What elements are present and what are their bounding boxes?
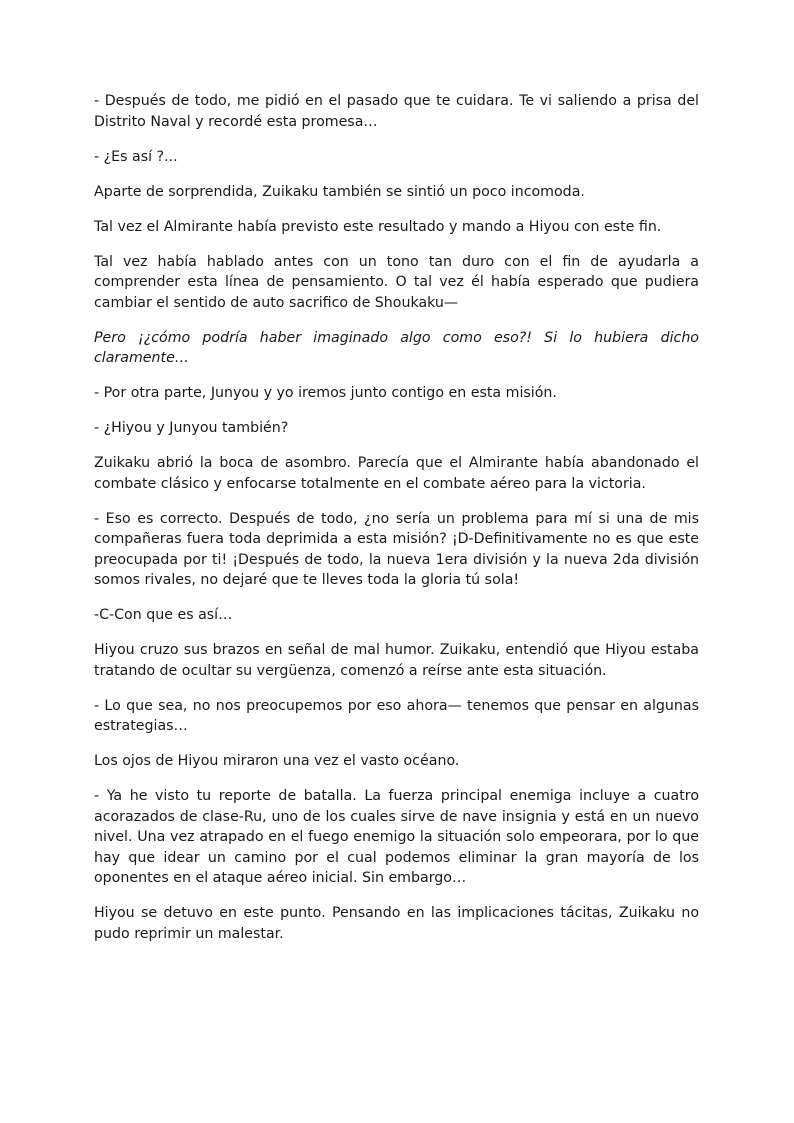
paragraph-9: Zuikaku abrió la boca de asombro. Parecía que el Almirante había abandonado el combate clásico y enfocarse totalmente en el combate aéreo para la victoria. xyxy=(94,455,699,492)
paragraph-10: - Eso es correcto. Después de todo, ¿no sería un problema para mí si una de mis compañeras fuera toda deprimida a esta misión? ¡D-Definitivamente no es que este preocupada por ti! ¡Después de todo, la nueva 1era división y la nueva 2da división somos rivales, no dejaré que te lleves toda la gloria tú sola! xyxy=(94,510,699,588)
paragraph-3: Aparte de sorprendida, Zuikaku también se sintió un poco incomoda. xyxy=(94,183,585,200)
paragraph-14: Los ojos de Hiyou miraron una vez el vasto océano. xyxy=(94,753,460,769)
document-body xyxy=(94,91,699,959)
paragraph-6: Pero ¡¿cómo podría haber imaginado algo como eso?! Si lo hubiera dicho claramente… xyxy=(94,329,699,366)
paragraph-7: - Por otra parte, Junyou y yo iremos junto contigo en esta misión. xyxy=(94,385,557,401)
paragraph-1: - Después de todo, me pidió en el pasado que te cuidara. Te vi saliendo a prisa del Distrito Naval y recordé esta promesa… xyxy=(94,93,699,130)
paragraph-15: - Ya he visto tu reporte de batalla. La fuerza principal enemiga incluye a cuatro acorazados de clase-Ru, uno de los cuales sirve de nave insignia y está en un nuevo nivel. Una vez atrapado en el fuego enemigo la situación solo empeorara, por lo que hay que idear un camino por el cual podemos eliminar la gran mayoría de los oponentes en el ataque aéreo inicial. Sin embargo… xyxy=(94,788,699,886)
paragraph-4: Tal vez el Almirante había previsto este resultado y mando a Hiyou con este fin. xyxy=(94,218,662,235)
paragraph-16: Hiyou se detuvo en este punto. Pensando en las implicaciones tácitas, Zuikaku no pudo reprimir un malestar. xyxy=(94,905,699,942)
paragraph-2: - ¿Es así ?... xyxy=(94,148,178,165)
paragraph-8: - ¿Hiyou y Junyou también? xyxy=(94,420,289,436)
paragraph-11: -C-Con que es así… xyxy=(94,607,233,623)
paragraph-5: Tal vez había hablado antes con un tono tan duro con el fin de ayudarla a comprender esta línea de pensamiento. O tal vez él había esperado que pudiera cambiar el sentido de auto sacrifico de Shoukaku— xyxy=(94,253,699,311)
paragraph-13: - Lo que sea, no nos preocupemos por eso ahora— tenemos que pensar en algunas estrategias… xyxy=(94,697,699,734)
paragraph-12: Hiyou cruzo sus brazos en señal de mal humor. Zuikaku, entendió que Hiyou estaba tratando de ocultar su vergüenza, comenzó a reírse ante esta situación. xyxy=(94,642,699,679)
